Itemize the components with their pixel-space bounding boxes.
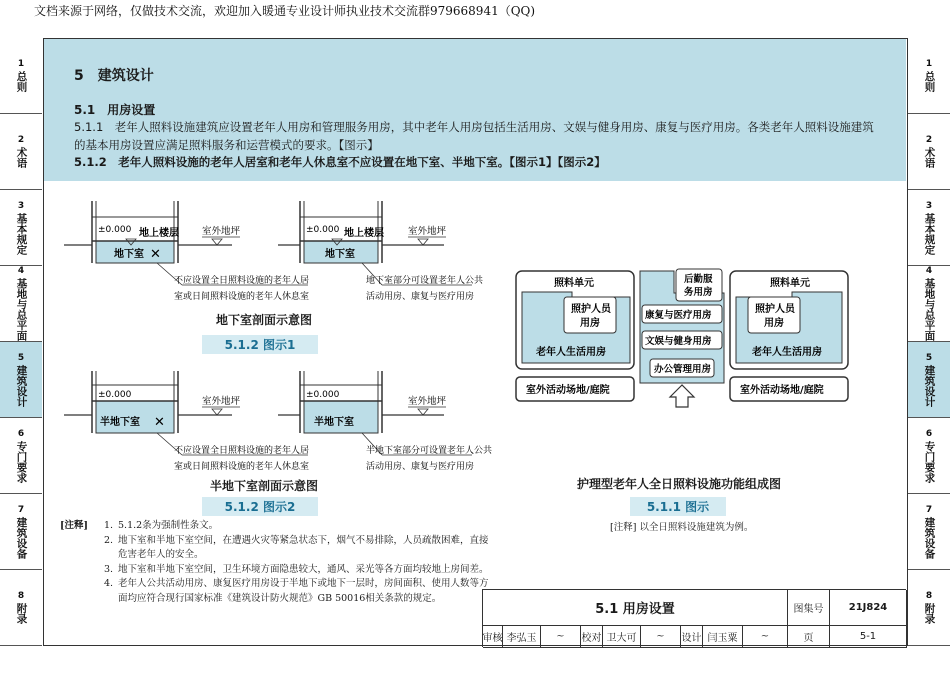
chapter-tab-5[interactable] xyxy=(908,342,950,418)
upper-floor-label: 地上楼层 xyxy=(139,228,179,239)
checker-name: 卫大可 xyxy=(603,626,641,648)
chapter-tab-4[interactable] xyxy=(908,266,950,342)
designer-signature: ~ xyxy=(743,626,788,648)
note-item: 地下室和半地下室空间，卫生环境方面隐患较大，通风、采光等各方面均较地上房间差。 xyxy=(118,563,489,575)
checker-signature: ~ xyxy=(641,626,681,648)
design-label: 设计 xyxy=(681,626,703,648)
chapter-tab-number: 4 xyxy=(17,266,25,276)
svg-text:照护人员: 照护人员 xyxy=(755,304,795,315)
chapter-tab-number: 1 xyxy=(17,59,25,69)
chapter-tab-number: 5 xyxy=(17,352,25,363)
chapter-tab-2[interactable] xyxy=(908,114,950,190)
chapter-tab-8[interactable] xyxy=(908,570,950,646)
review-label: 审核 xyxy=(483,626,503,648)
outdoor-ground-label: 室外地坪 xyxy=(202,226,241,237)
chapter-tab-label: 专门要求 xyxy=(15,440,28,483)
chapter-tab-8[interactable] xyxy=(0,570,42,646)
source-note: 文档来源于网络，仅做技术交流，欢迎加入暖通专业设计师执业技术交流群979668941（QQ) xyxy=(34,4,536,18)
page-number: 5-1 xyxy=(830,626,907,648)
outdoor-right-label: 室外活动场地/庭院 xyxy=(740,385,824,396)
svg-text:老年人生活用房: 老年人生活用房 xyxy=(536,347,606,358)
chapter-tab-number: 2 xyxy=(17,135,25,145)
function-composition-diagram xyxy=(514,267,859,427)
semi-basement-room-label: 半地下室 xyxy=(100,417,140,428)
cross-mark-icon: ✕ xyxy=(150,247,161,262)
figure-number-1: 5.1.2 图示1 xyxy=(202,335,318,354)
chapter-tab-label: 建筑设计 xyxy=(15,364,28,407)
basement-caption: 地下室剖面示意图 xyxy=(215,313,312,327)
note-left-line2: 室或日间照料设施的老年人休息室 xyxy=(174,292,310,302)
chapter-tab-5[interactable] xyxy=(0,342,42,418)
svg-text:室或日间照料设施的老年人休息室: 室或日间照料设施的老年人休息室 xyxy=(174,462,310,472)
chapter-tab-label: 建筑设计 xyxy=(923,364,936,407)
chapter-tab-label: 总则 xyxy=(923,71,936,92)
chapter-tab-1[interactable] xyxy=(0,38,42,114)
semi-basement-caption: 半地下室剖面示意图 xyxy=(209,479,318,493)
svg-text:室外地坪: 室外地坪 xyxy=(408,396,447,407)
clause-5-1-2: 5.1.2 老年人照料设施的老年人居室和老年人休息室不应设置在地下室、半地下室。【图示1】【图示2】 xyxy=(74,155,606,169)
svg-text:照护人员: 照护人员 xyxy=(571,304,611,315)
semi-basement-left xyxy=(64,371,309,472)
svg-text:老年人生活用房: 老年人生活用房 xyxy=(752,347,822,358)
page-label: 页 xyxy=(788,626,830,648)
chapter-tab-label: 附录 xyxy=(15,603,28,624)
chapter-tab-label: 基地与总平面 xyxy=(923,278,936,341)
check-label: 校对 xyxy=(581,626,603,648)
header-band xyxy=(44,39,906,181)
chapter-tab-label: 术语 xyxy=(15,147,28,168)
chapter-tab-label: 基地与总平面 xyxy=(15,278,28,341)
svg-text:±0.000: ±0.000 xyxy=(306,225,340,235)
notes-block: [注释] 1. 5.1.2条为强制性条文。 2. 地下室和半地下室空间，在遭遇火灾等紧急状态下，烟气不易排除，人员疏散困难，直接危害老年人的安全。 3. 地下室和半地下室空间，卫生环境方面隐患较大，通风、采光等各方面均较地上房间差。 4. 老年人公共活动用房、康复医疗用房设于半地下或地下一层时，房间面积、使用人数等方面均应符合现行国家标准《建筑设计防火规范》GB 50016相关条款的规定。 xyxy=(60,519,490,606)
svg-text:半地下室: 半地下室 xyxy=(314,417,354,428)
chapter-tab-number: 4 xyxy=(925,266,933,276)
designer-name: 闫玉粟 xyxy=(703,626,743,648)
chapter-tab-label: 专门要求 xyxy=(923,440,936,483)
chapter-tab-label: 术语 xyxy=(923,147,936,168)
left-chapter-tabs xyxy=(0,38,42,646)
chapter-tab-4[interactable] xyxy=(0,266,42,342)
drawing-page xyxy=(43,38,908,646)
svg-text:地上楼层: 地上楼层 xyxy=(344,228,384,239)
note-right-semi-line2: 活动用房、康复与医疗用房 xyxy=(366,462,475,472)
chapter-tab-number: 8 xyxy=(17,591,25,601)
svg-text:用房: 用房 xyxy=(764,318,784,329)
note-right-line1: 地下室部分可设置老年人公共 xyxy=(366,276,484,286)
outdoor-left-label: 室外活动场地/庭院 xyxy=(526,385,610,396)
chapter-tab-number: 3 xyxy=(17,200,25,211)
svg-text:办公管理用房: 办公管理用房 xyxy=(654,364,712,375)
basement-section-left xyxy=(64,201,309,302)
clause-5-1-1: 5.1.1 老年人照料设施建筑应设置老年人用房和管理服务用房，其中老年人用房包括生活用房、文娱与健身用房、康复与医疗用房。各类老年人照料设施建筑的基本用房设置应满足照料服务和运营模式的要求。【图示】 xyxy=(74,120,874,152)
svg-text:不应设置全日照料设施的老年人居: 不应设置全日照料设施的老年人居 xyxy=(174,446,310,456)
reviewer-signature: ~ xyxy=(541,626,581,648)
care-unit-left xyxy=(516,271,634,369)
note-right-line2: 活动用房、康复与医疗用房 xyxy=(366,292,475,302)
reviewer-name: 李弘玉 xyxy=(503,626,541,648)
elevation-label: ±0.000 xyxy=(98,225,132,235)
sheet-title: 5.1 用房设置 xyxy=(483,590,788,626)
svg-text:康复与医疗用房: 康复与医疗用房 xyxy=(645,310,712,321)
chapter-tab-label: 建筑设备 xyxy=(923,516,936,559)
svg-text:室外地坪: 室外地坪 xyxy=(408,226,447,237)
chapter-tab-1[interactable] xyxy=(908,38,950,114)
chapter-tab-6[interactable] xyxy=(0,418,42,494)
care-unit-right xyxy=(730,271,848,369)
chapter-tab-7[interactable] xyxy=(908,494,950,570)
chapter-tab-number: 5 xyxy=(925,352,933,363)
function-caption: 护理型老年人全日照料设施功能组成图 xyxy=(576,477,781,491)
chapter-tab-number: 7 xyxy=(925,504,933,515)
chapter-tab-number: 8 xyxy=(925,591,933,601)
up-arrow-icon xyxy=(670,385,694,407)
atlas-number: 21J824 xyxy=(830,590,907,626)
svg-text:照料单元: 照料单元 xyxy=(554,278,594,289)
figure-number-3: 5.1.1 图示 xyxy=(630,497,726,516)
atlas-label: 图集号 xyxy=(788,590,830,626)
chapter-tab-label: 建筑设备 xyxy=(15,516,28,559)
figure-number-2: 5.1.2 图示2 xyxy=(202,497,318,516)
svg-text:后勤服: 后勤服 xyxy=(684,274,713,285)
note-left-line1: 不应设置全日照料设施的老年人居 xyxy=(174,276,310,286)
basement-section-diagram xyxy=(62,199,484,307)
semi-basement-right xyxy=(278,371,492,472)
chapter-tab-number: 3 xyxy=(925,200,933,211)
chapter-tab-7[interactable] xyxy=(0,494,42,570)
public-area-middle xyxy=(640,269,724,383)
svg-text:地下室: 地下室 xyxy=(325,249,355,260)
right-chapter-tabs xyxy=(908,38,950,646)
title-block xyxy=(482,589,906,647)
note-item: 地下室和半地下室空间，在遭遇火灾等紧急状态下，烟气不易排除，人员疏散困难，直接危害老年人的安全。 xyxy=(118,534,489,560)
basement-section-right xyxy=(278,201,483,302)
svg-text:室外地坪: 室外地坪 xyxy=(202,396,241,407)
chapter-tab-number: 1 xyxy=(925,59,933,69)
svg-text:照料单元: 照料单元 xyxy=(770,278,810,289)
chapter-tab-3[interactable] xyxy=(908,190,950,266)
chapter-tab-label: 附录 xyxy=(923,603,936,624)
chapter-tab-number: 6 xyxy=(17,428,25,439)
chapter-tab-number: 7 xyxy=(17,504,25,515)
section-title: 5.1 用房设置 xyxy=(74,103,156,117)
notes-lead: [注释] xyxy=(60,520,88,531)
note-item: 5.1.2条为强制性条文。 xyxy=(118,520,219,531)
note-right-semi-line1: 半地下室部分可设置老年人公共 xyxy=(366,446,493,456)
chapter-tab-number: 2 xyxy=(925,135,933,145)
chapter-tab-label: 总则 xyxy=(15,71,28,92)
semi-basement-section-diagram xyxy=(62,369,493,475)
function-note: [注释] 以全日照料设施建筑为例。 xyxy=(610,522,754,533)
svg-text:±0.000: ±0.000 xyxy=(98,390,132,400)
svg-text:±0.000: ±0.000 xyxy=(306,390,340,400)
svg-text:务用房: 务用房 xyxy=(684,287,713,298)
svg-text:用房: 用房 xyxy=(580,318,600,329)
chapter-title: 5 建筑设计 xyxy=(74,68,154,84)
chapter-tab-label: 基本规定 xyxy=(923,212,936,255)
note-item: 老年人公共活动用房、康复医疗用房设于半地下或地下一层时，房间面积、使用人数等方面均应符合现行国家标准《建筑设计防火规范》GB 50016相关条款的规定。 xyxy=(118,578,489,604)
chapter-tab-label: 基本规定 xyxy=(15,212,28,255)
cross-mark-icon: ✕ xyxy=(154,415,165,430)
chapter-tab-6[interactable] xyxy=(908,418,950,494)
basement-room-label: 地下室 xyxy=(114,249,144,260)
chapter-tab-3[interactable] xyxy=(0,190,42,266)
svg-text:文娱与健身用房: 文娱与健身用房 xyxy=(645,336,712,347)
chapter-tab-number: 6 xyxy=(925,428,933,439)
chapter-tab-2[interactable] xyxy=(0,114,42,190)
